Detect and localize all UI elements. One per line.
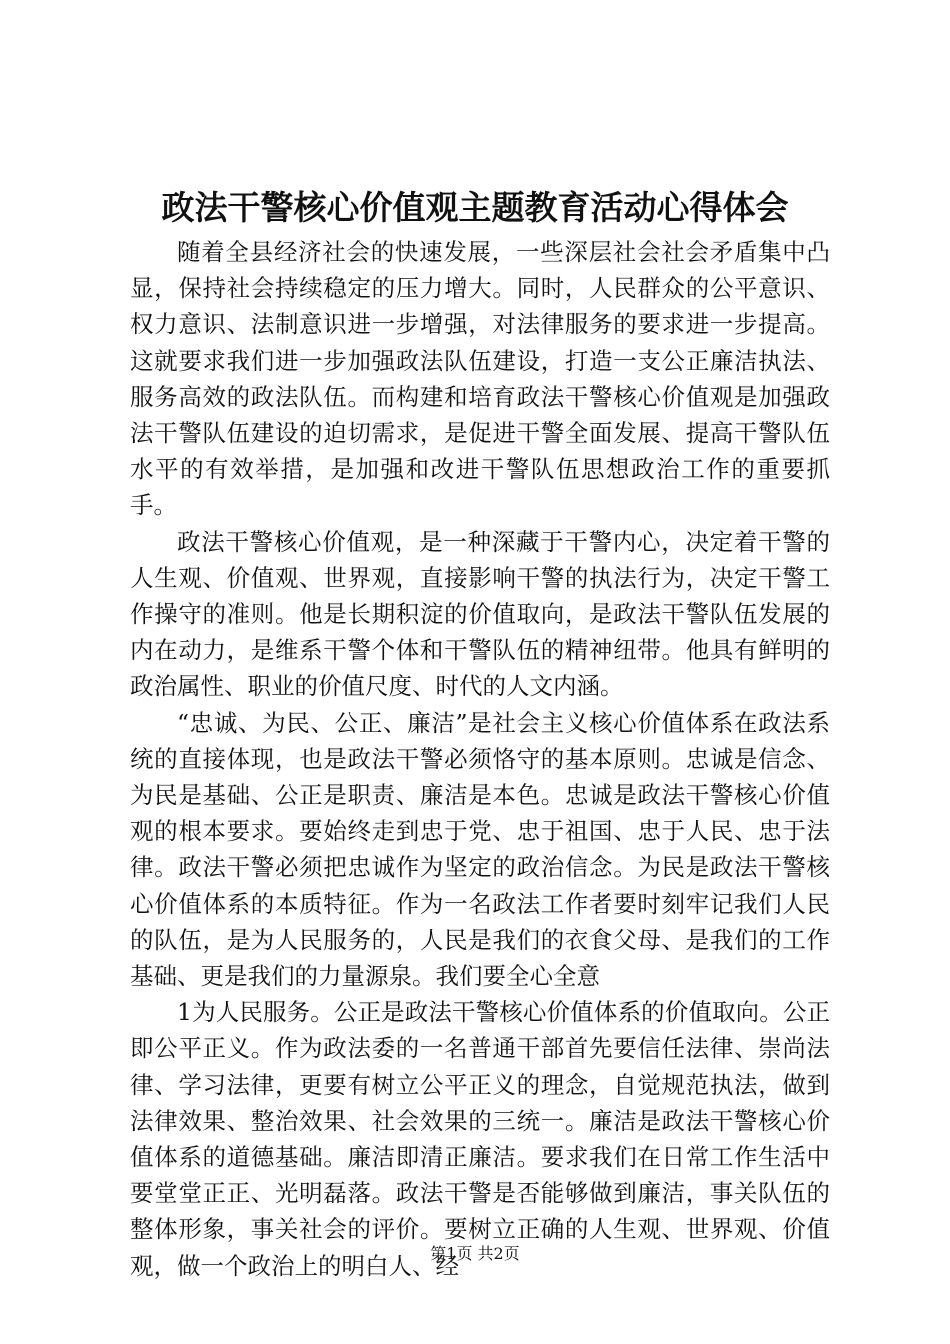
paragraph-1: 随着全县经济社会的快速发展，一些深层社会社会矛盾集中凸显，保持社会持续稳定的压力增大。同时，人民群众的公平意识、权力意识、法制意识进一步增强，对法律服务的要求进一步提高。这就要求我们进一步加强政法队伍建设，打造一支公正廉洁执法、服务高效的政法队伍。而构建和培育政法干警核心价值观是加强政法干警队伍建设的迫切需求，是促进干警全面发展、提高干警队伍水平的有效举措，是加强和改进干警队伍思想政治工作的重要抓手。 [130,238,830,520]
paragraph-2: 政法干警核心价值观，是一种深藏于干警内心，决定着干警的人生观、价值观、世界观，直接影响干警的执法行为，决定干警工作操守的准则。他是长期积淀的价值取向，是政法干警队伍发展的内在动力，是维系干警个体和干警队伍的精神纽带。他具有鲜明的政治属性、职业的价值尺度、时代的人文内涵。 [130,527,830,701]
page-number-footer: 第1页 共2页 [430,1244,520,1263]
paragraph-4: 1为人民服务。公正是政法干警核心价值体系的价值取向。公正即公平正义。作为政法委的一名普通干部首先要信任法律、崇尚法律、学习法律，更要有树立公平正义的理念，自觉规范执法，做到法律效果、整治效果、社会效果的三统一。廉洁是政法干警核心价值体系的道德基础。廉洁即清正廉洁。要求我们在日常工作生活中要堂堂正正、光明磊落。政法干警是否能够做到廉洁，事关队伍的整体形象，事关社会的评价。要树立正确的人生观、世界观、价值观，做一个政治上的明白人、经 [130,998,830,1280]
document-body [130,234,830,1284]
document-title: 政法干警核心价值观主题教育活动心得体会 [161,188,789,227]
paragraph-3: “忠诚、为民、公正、廉洁”是社会主义核心价值体系在政法系统的直接体现，也是政法干警必须恪守的基本原则。忠诚是信念、为民是基础、公正是职责、廉洁是本色。忠诚是政法干警核心价值观的根本要求。要始终走到忠于党、忠于祖国、忠于人民、忠于法律。政法干警必须把忠诚作为坚定的政治信念。为民是政法干警核心价值体系的本质特征。作为一名政法工作者要时刻牢记我们人民的队伍，是为人民服务的，人民是我们的衣食父母、是我们的工作基础、更是我们的力量源泉。我们要全心全意 [130,708,830,991]
